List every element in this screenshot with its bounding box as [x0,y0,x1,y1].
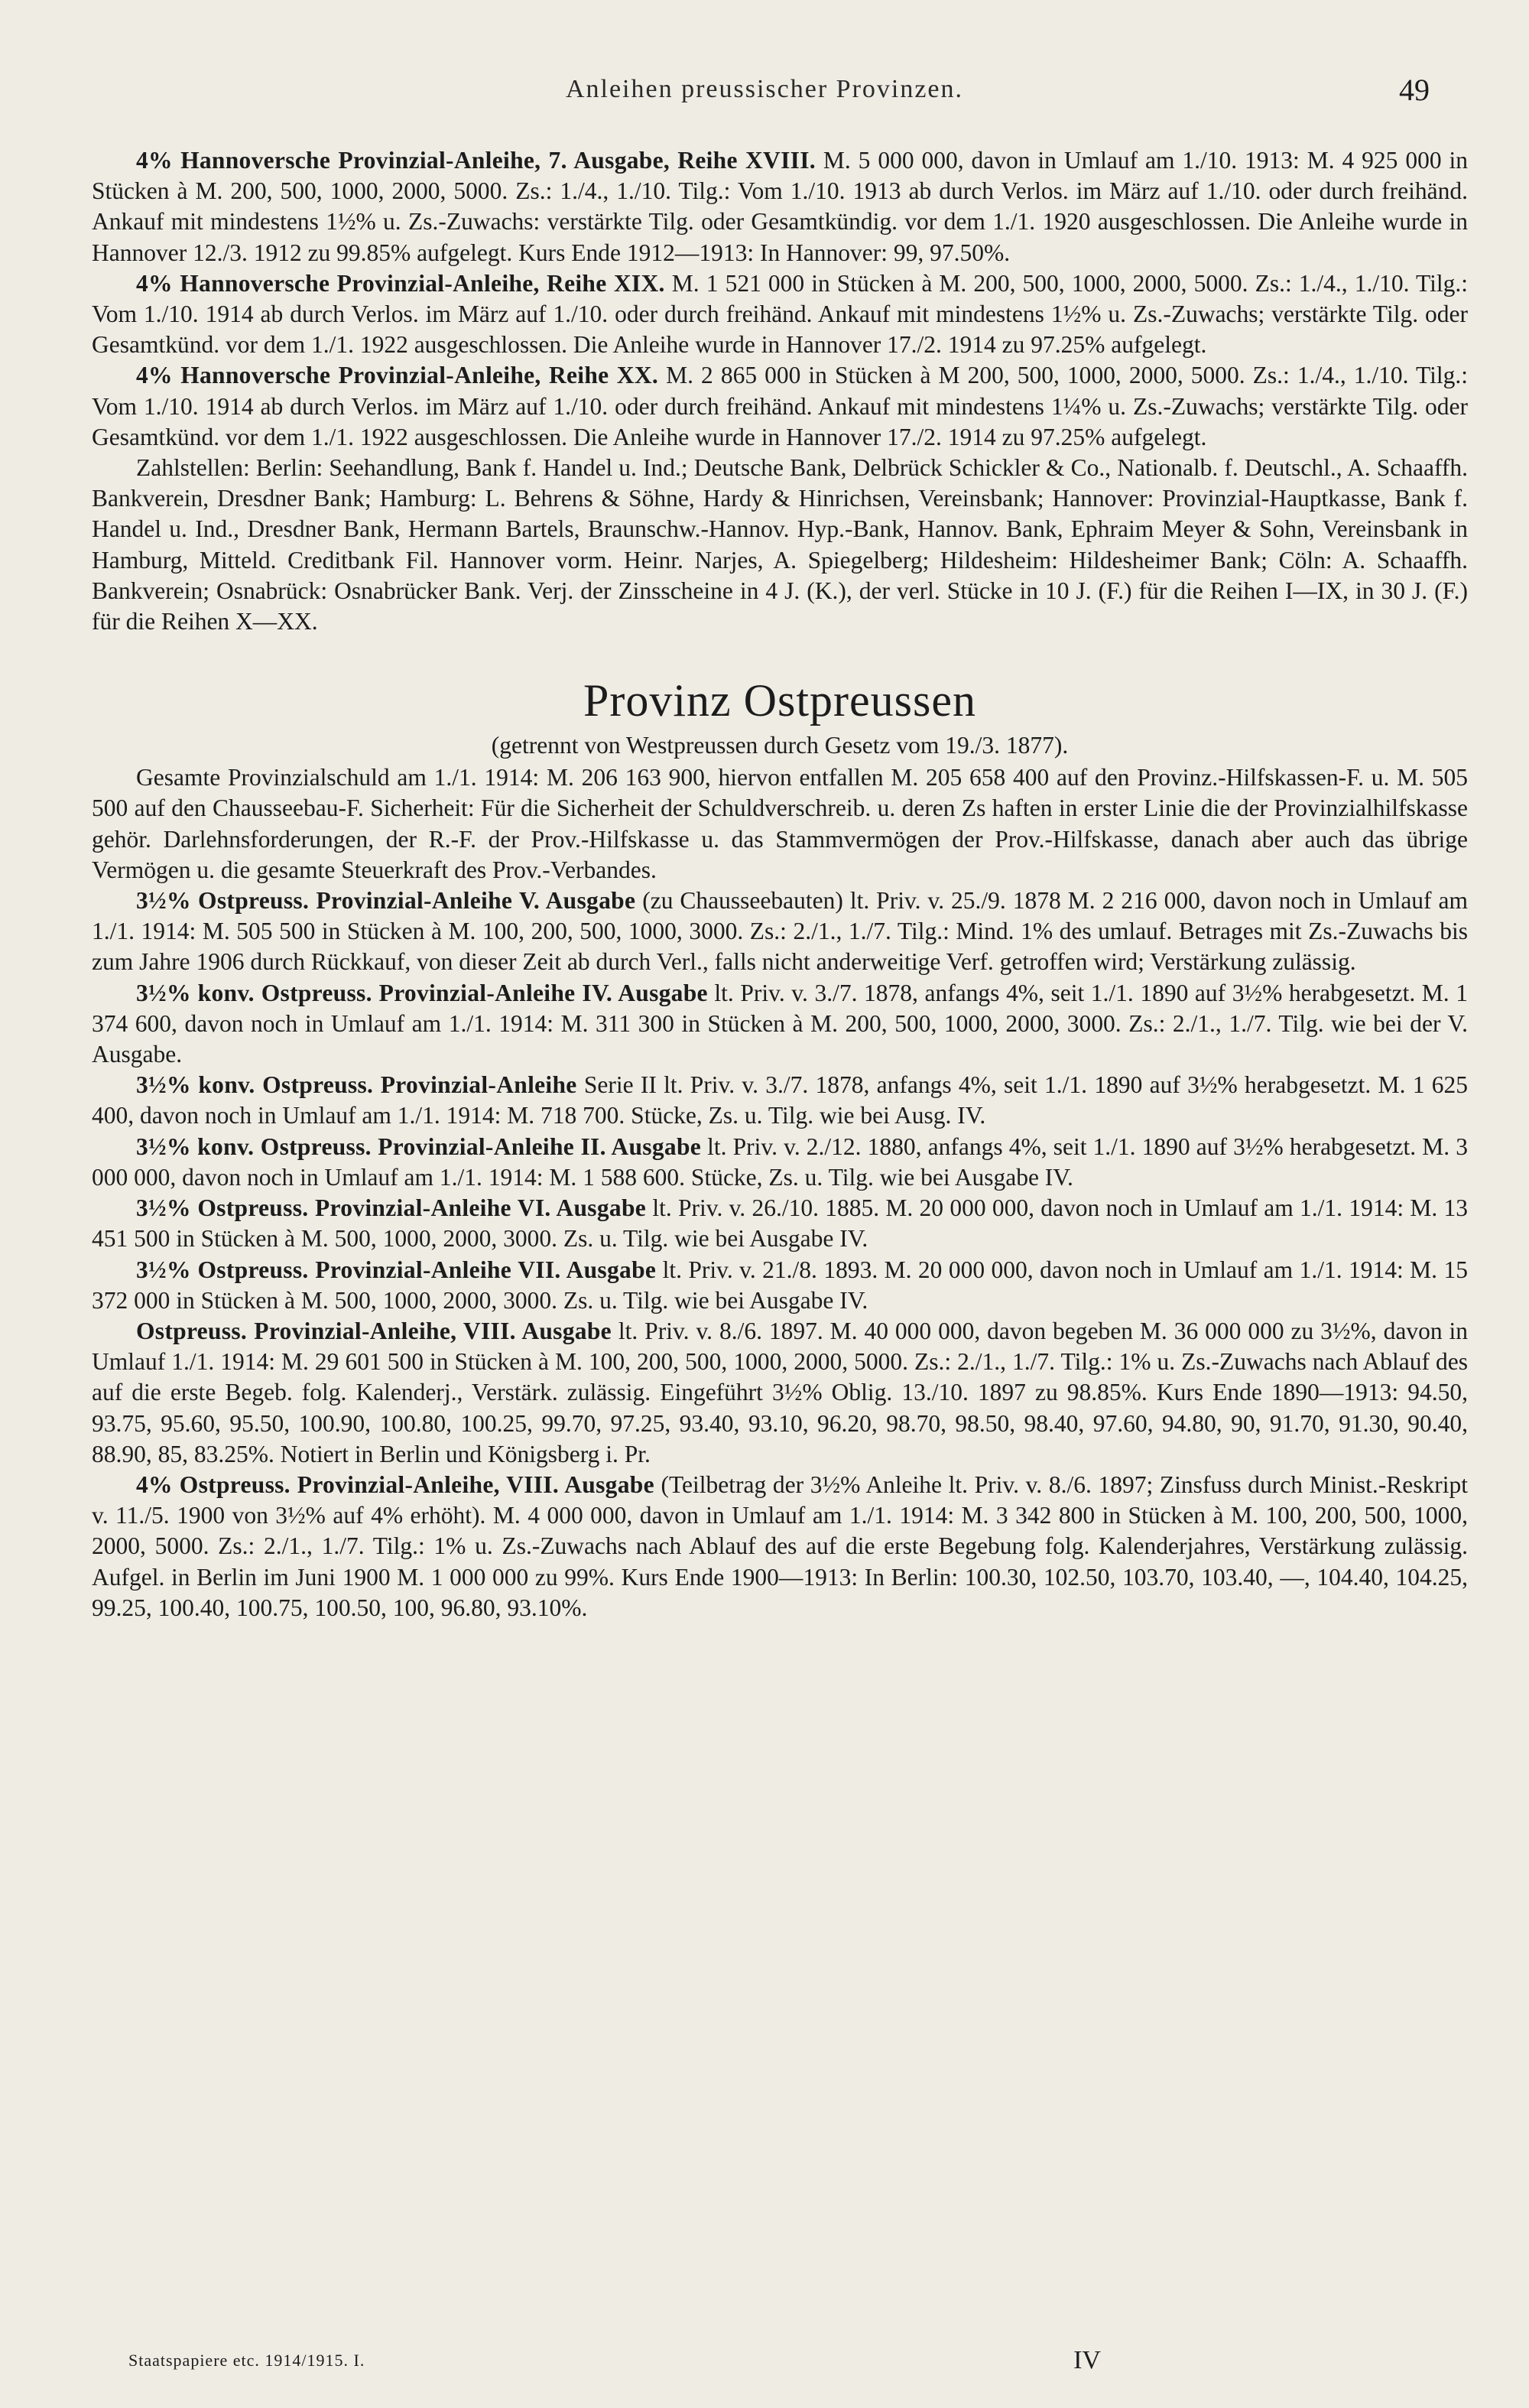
bond-details: lt. Priv. v. 2./12. 1880, anfangs 4%, seit 1./1. 1890 auf 3½% herabgesetzt. M. 3 000 000, davon noch in Umlauf am 1./1. 1914: M. 1 588 600. Stücke, Zs. u. Tilg. wie bei Ausgabe IV. [92,1133,1468,1191]
bond-title: 3½% Ostpreuss. Provinzial-Anleihe V. Ausgabe [136,887,636,915]
page-number: 49 [1399,73,1430,107]
section-subheading: (getrennt von Westpreussen durch Gesetz vom 19./3. 1877). [491,732,1069,759]
paying-agents-paragraph [92,453,1468,637]
bond-entry-ausgabe-iv [92,978,1468,1071]
bond-title: 3½% Ostpreuss. Provinzial-Anleihe VII. Ausgabe [136,1256,657,1283]
bond-entry-reihe-xviii [92,145,1468,268]
running-title: Anleihen preussischer Provinzen. [565,75,964,103]
page-footer [128,2346,1437,2380]
bond-entry-ausgabe-ii [92,1132,1468,1193]
hannover-entries [92,145,1468,637]
bond-title: 4% Hannoversche Provinzial-Anleihe, Reihe XIX. [136,269,665,297]
bond-title: 3½% konv. Ostpreuss. Provinzial-Anleihe II. Ausgabe [136,1133,702,1160]
bond-details: M. 2 865 000 in Stücken à M 200, 500, 1000, 2000, 5000. Zs.: 1./4., 1./10. Tilg.: Vom 1./10. 1914 ab durch Verlos. im März auf 1./10. oder durch freihänd. Ankauf mit mindestens 1¼% u. Zs.-Zuwachs; verstärkte Tilg. oder Gesamtkünd. vor dem 1./1. 1922 ausgeschlossen. Die Anleihe wurde in Hannover 17./2. 1914 zu 97.25% aufgelegt. [92,362,1469,450]
bond-details: Serie II lt. Priv. v. 3./7. 1878, anfangs 4%, seit 1./1. 1890 auf 3½% herabgesetzt. M. 1 625 400, davon noch in Umlauf am 1./1. 1914: M. 718 700. Stücke, Zs. u. Tilg. wie bei Ausg. IV. [92,1071,1468,1129]
bond-details: lt. Priv. v. 26./10. 1885. M. 20 000 000, davon noch in Umlauf am 1./1. 1914: M. 13 451 500 in Stücken à M. 500, 1000, 2000, 3000. Zs. u. Tilg. wie bei Ausgabe IV. [92,1194,1468,1253]
bond-title: Ostpreuss. Provinzial-Anleihe, VIII. Ausgabe [136,1317,612,1344]
bond-details: M. 5 000 000, davon in Umlauf am 1./10. 1913: M. 4 925 000 in Stücken à M. 200, 500, 1000, 2000, 5000. Zs.: 1./4., 1./10. Tilg.: Vom 1./10. 1913 ab durch Verlos. im März auf 1./10. oder durch freihänd. Ankauf mit mindestens 1½% u. Zs.-Zuwachs: verstärkte Tilg. oder Gesamtkündig. vor dem 1./1. 1920 ausgeschlossen. Die Anleihe wurde in Hannover 12./3. 1912 zu 99.85% aufgelegt. Kurs Ende 1912—1913: In Hannover: 99, 97.50%. [92,147,1469,266]
bond-entry-ausgabe-v [92,886,1468,978]
footer-note: Staatspapiere etc. 1914/1915. I. [128,2351,365,2370]
bond-title: 3½% konv. Ostpreuss. Provinzial-Anleihe IV. Ausgabe [136,979,708,1006]
bond-title: 3½% Ostpreuss. Provinzial-Anleihe VI. Ausgabe [136,1194,647,1222]
page-body [92,145,1468,1623]
bond-entry-ausgabe-vii [92,1255,1468,1316]
bond-details: M. 1 521 000 in Stücken à M. 200, 500, 1000, 2000, 5000. Zs.: 1./4., 1./10. Tilg.: Vom 1./10. 1914 ab durch Verlos. im März auf 1./10. oder durch freihänd. Ankauf mit mindestens 1½% u. Zs.-Zuwachs; verstärkte Tilg. oder Gesamtkünd. vor dem 1./1. 1922 ausgeschlossen. Die Anleihe wurde in Hannover 17./2. 1914 zu 97.25% aufgelegt. [92,269,1468,359]
bond-title: 4% Hannoversche Provinzial-Anleihe, 7. Ausgabe, Reihe XVIII. [136,147,816,174]
bond-title: 3½% konv. Ostpreuss. Provinzial-Anleihe [136,1071,577,1099]
bond-entry-reihe-xx [92,360,1468,453]
bond-title: 4% Hannoversche Provinzial-Anleihe, Reihe XX. [136,362,659,389]
total-debt-text: Gesamte Provinzialschuld am 1./1. 1914: M. 206 163 900, hiervon entfallen M. 205 658 400 auf den Provinz.-Hilfskassen-F. u. M. 505 500 auf den Chausseebau-F. Sicherheit: Für die Sicherheit der Schuldverschreib. u. deren Zs haften in erster Linie die der Provinzialhilfskasse gehör. Darlehnsforderungen, der R.-F. der Prov.-Hilfskasse u. das Stammvermögen der Prov.-Hilfskasse, danach aber auch das übrige Vermögen u. die gesamte Steuerkraft des Prov.-Verbandes. [92,764,1468,883]
bond-details: lt. Priv. v. 8./6. 1897. M. 40 000 000, davon begeben M. 36 000 000 zu 3½%, davon in Umlauf 1./1. 1914: M. 29 601 500 in Stücken à M. 100, 200, 500, 1000, 2000, 5000. Zs.: 2./1., 1./7. Tilg.: 1% u. Zs.-Zuwachs nach Ablauf des auf die erste Begeb. folg. Kalenderj., Verstärk. zulässig. Eingeführt 3½% Oblig. 13./10. 1897 zu 98.85%. Kurs Ende 1890—1913: 94.50, 93.75, 95.60, 95.50, 100.90, 100.80, 100.25, 99.70, 97.25, 93.40, 93.10, 96.20, 98.70, 98.50, 98.40, 97.60, 94.80, 90, 91.70, 91.30, 90.40, 88.90, 85, 83.25%. Notiert in Berlin und Königsberg i. Pr. [92,1317,1468,1467]
bond-details: (zu Chausseebauten) lt. Priv. v. 25./9. 1878 M. 2 216 000, davon noch in Umlauf am 1./1. 1914: M. 505 500 in Stücken à M. 100, 200, 500, 1000, 3000. Zs.: 2./1., 1./7. Tilg.: Mind. 1% des umlauf. Betrages mit Zs.-Zuwachs bis zum Jahre 1906 durch Rückkauf, von dieser Zeit ab durch Verl., falls nicht anderweitige Verf. getroffen wird; Verstärkung zulässig. [92,887,1468,976]
total-debt-paragraph [92,762,1468,886]
running-header [92,75,1437,113]
bond-entry-serie-ii [92,1070,1468,1131]
signature-mark: IV [1073,2346,1101,2374]
bond-title: 4% Ostpreuss. Provinzial-Anleihe, VIII. Ausgabe [136,1470,654,1498]
paying-agents-text: Zahlstellen: Berlin: Seehandlung, Bank f. Handel u. Ind.; Deutsche Bank, Delbrück Schickler & Co., Nationalb. f. Deutschl., A. Schaaffh. Bankverein, Dresdner Bank; Hamburg: L. Behrens & Söhne, Hardy & Hinrichsen, Vereinsbank; Hannover: Provinzial-Hauptkasse, Bank f. Handel u. Ind., Dresdner Bank, Hermann Bartels, Braunschw.-Hannov. Hyp.-Bank, Hannov. Bank, Ephraim Meyer & Sohn, Vereinsbank in Hamburg, Mitteld. Creditbank Fil. Hannover vorm. Heinr. Narjes, A. Spiegelberg; Hildesheim: Hildesheimer Bank; Cöln: A. Schaaffh. Bankverein; Osnabrück: Osnabrücker Bank. Verj. der Zinsscheine in 4 J. (K.), der verl. Stücke in 10 J. (F.) für die Reihen I—IX, in 30 J. (F.) für die Reihen X—XX. [92,454,1468,635]
bond-entry-ausgabe-viii [92,1316,1468,1470]
bond-details: lt. Priv. v. 21./8. 1893. M. 20 000 000, davon noch in Umlauf am 1./1. 1914: M. 15 372 000 in Stücken à M. 500, 1000, 2000, 3000. Zs. u. Tilg. wie bei Ausgabe IV. [92,1256,1468,1314]
bond-entry-ausgabe-viii-4pct [92,1470,1468,1623]
bond-entry-reihe-xix [92,268,1468,361]
section-heading: Provinz Ostpreussen [583,675,976,726]
bond-entry-ausgabe-vi [92,1193,1468,1254]
bond-details: lt. Priv. v. 3./7. 1878, anfangs 4%, seit 1./1. 1890 auf 3½% herabgesetzt. M. 1 374 600, davon noch in Umlauf am 1./1. 1914: M. 311 300 in Stücken à M. 200, 500, 1000, 2000, 3000. Zs.: 2./1., 1./7. Tilg. wie bei der V. Ausgabe. [92,979,1468,1068]
ostpreussen-entries [92,762,1468,1623]
section-gap [92,637,1468,668]
bond-details: (Teilbetrag der 3½% Anleihe lt. Priv. v. 8./6. 1897; Zinsfuss durch Minist.-Reskript v. 11./5. 1900 von 3½% auf 4% erhöht). M. 4 000 000, davon in Umlauf am 1./1. 1914: M. 3 342 800 in Stücken à M. 100, 200, 500, 1000, 2000, 5000. Zs.: 2./1., 1./7. Tilg.: 1% u. Zs.-Zuwachs nach Ablauf des auf die erste Begebung folg. Kalenderjahres, Verstärkung zulässig. Aufgel. in Berlin im Juni 1900 M. 1 000 000 zu 99%. Kurs Ende 1900—1913: In Berlin: 100.30, 102.50, 103.70, 103.40, —, 104.40, 104.25, 99.25, 100.40, 100.75, 100.50, 100, 96.80, 93.10%. [92,1470,1468,1621]
